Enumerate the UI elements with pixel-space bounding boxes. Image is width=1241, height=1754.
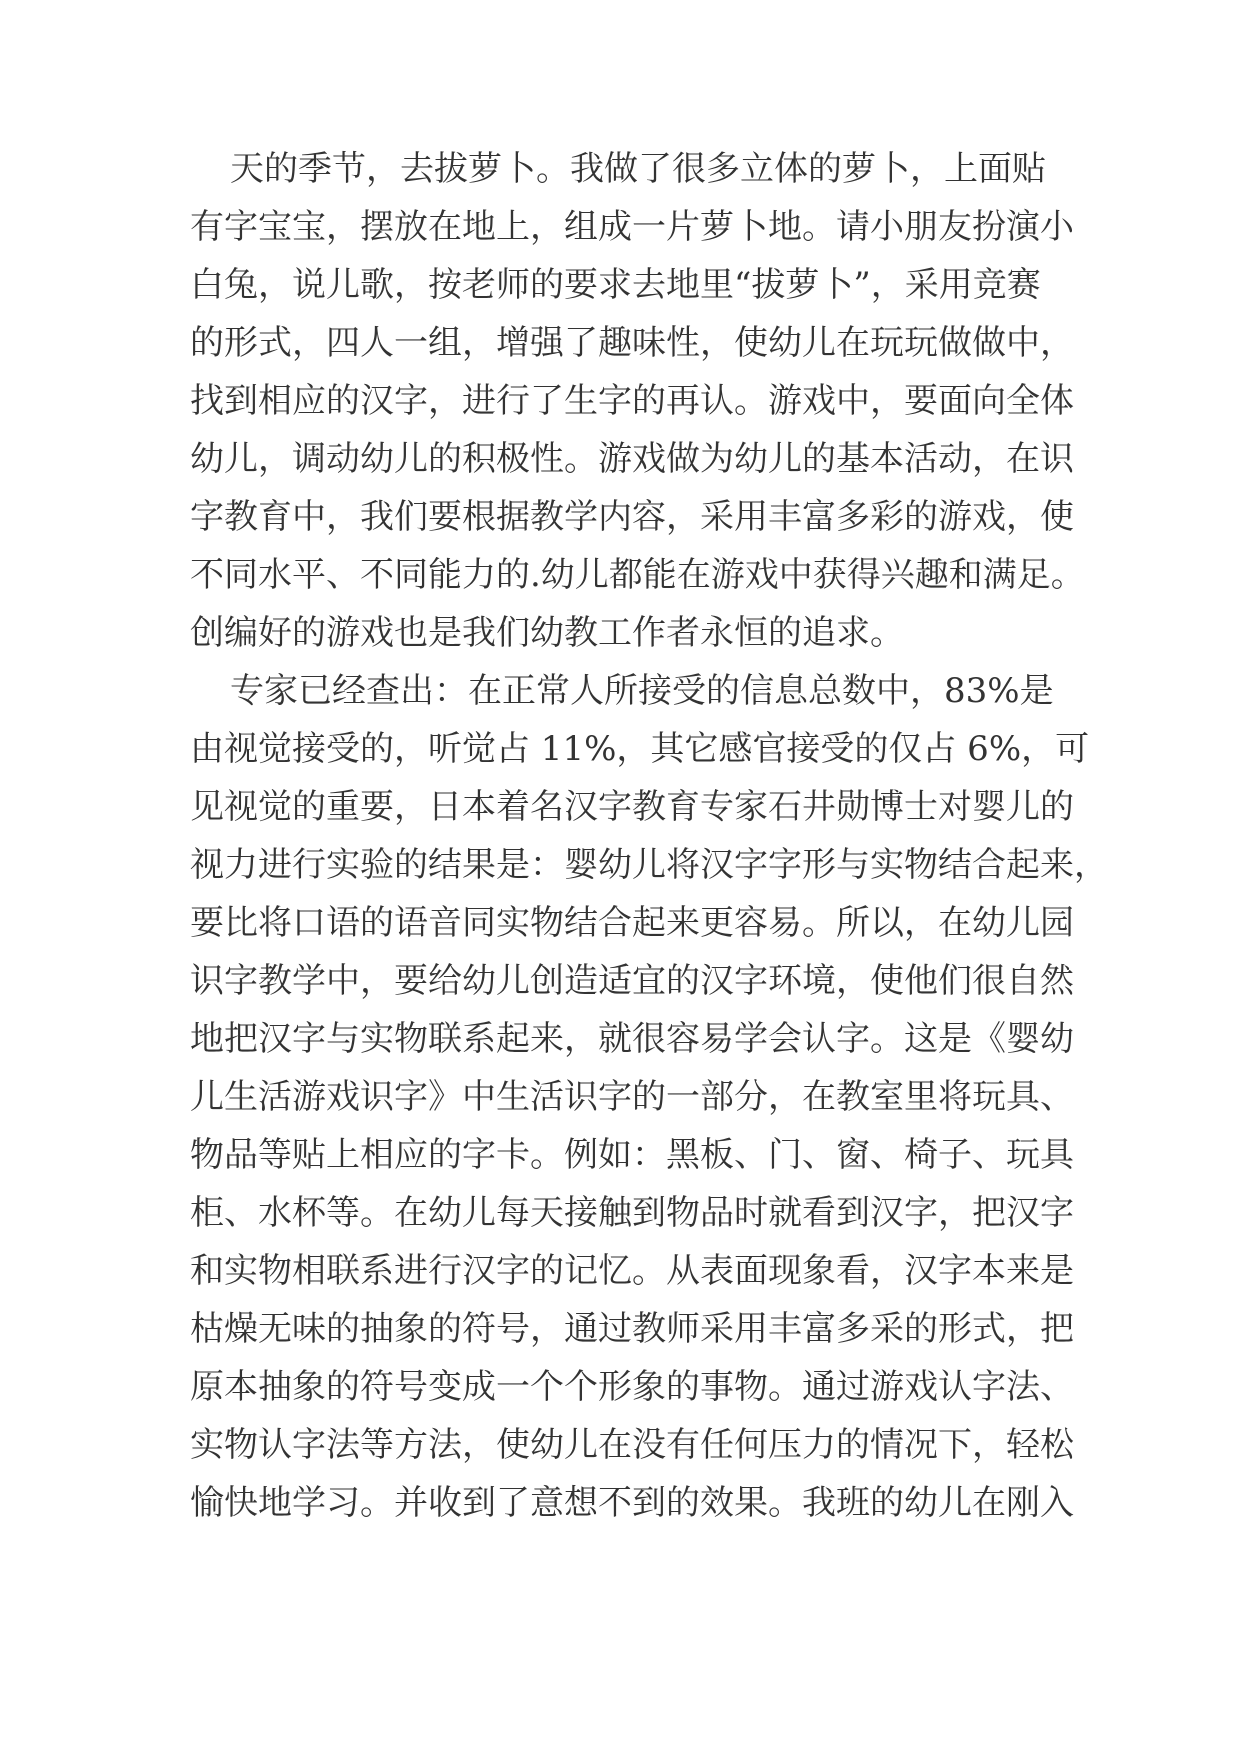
text-line: 识字教学中，要给幼儿创造适宜的汉字环境，使他们很自然 (190, 961, 1074, 1001)
text-line: 要比将口语的语音同实物结合起来更容易。所以，在幼儿园 (190, 903, 1074, 943)
text-line: 视力进行实验的结果是：婴幼儿将汉字字形与实物结合起来， (190, 845, 1108, 885)
text-line: 物品等贴上相应的字卡。例如：黑板、门、窗、椅子、玩具 (190, 1135, 1074, 1175)
text-line: 找到相应的汉字，进行了生字的再认。游戏中，要面向全体 (190, 381, 1074, 421)
text-line: 专家已经查出：在正常人所接受的信息总数中，83%是 (230, 671, 1054, 711)
text-line: 幼儿，调动幼儿的积极性。游戏做为幼儿的基本活动，在识 (190, 439, 1074, 479)
text-line: 枯燥无味的抽象的符号，通过教师采用丰富多采的形式，把 (190, 1309, 1074, 1349)
text-line: 柜、水杯等。在幼儿每天接触到物品时就看到汉字，把汉字 (190, 1193, 1074, 1233)
text-line: 儿生活游戏识字》中生活识字的一部分，在教室里将玩具、 (190, 1077, 1074, 1117)
text-line: 和实物相联系进行汉字的记忆。从表面现象看，汉字本来是 (190, 1251, 1074, 1291)
text-line: 愉快地学习。并收到了意想不到的效果。我班的幼儿在刚入 (190, 1483, 1074, 1523)
text-line: 天的季节，去拔萝卜。我做了很多立体的萝卜，上面贴 (230, 149, 1046, 189)
text-line: 实物认字法等方法，使幼儿在没有任何压力的情况下，轻松 (190, 1425, 1074, 1465)
text-line: 原本抽象的符号变成一个个形象的事物。通过游戏认字法、 (190, 1367, 1074, 1407)
text-line: 白兔，说儿歌，按老师的要求去地里“拔萝卜”，采用竞赛 (190, 265, 1041, 305)
text-line: 地把汉字与实物联系起来，就很容易学会认字。这是《婴幼 (190, 1019, 1074, 1059)
text-line: 字教育中，我们要根据教学内容，采用丰富多彩的游戏，使 (190, 497, 1074, 537)
text-line: 创编好的游戏也是我们幼教工作者永恒的追求。 (190, 613, 904, 653)
text-line: 的形式，四人一组，增强了趣味性，使幼儿在玩玩做做中， (190, 323, 1074, 363)
text-line: 由视觉接受的，听觉占 11%，其它感官接受的仅占 6%，可 (190, 729, 1090, 769)
text-line: 见视觉的重要，日本着名汉字教育专家石井勋博士对婴儿的 (190, 787, 1074, 827)
text-line: 不同水平、不同能力的.幼儿都能在游戏中获得兴趣和满足。 (190, 555, 1085, 595)
text-line: 有字宝宝，摆放在地上，组成一片萝卜地。请小朋友扮演小 (190, 207, 1074, 247)
